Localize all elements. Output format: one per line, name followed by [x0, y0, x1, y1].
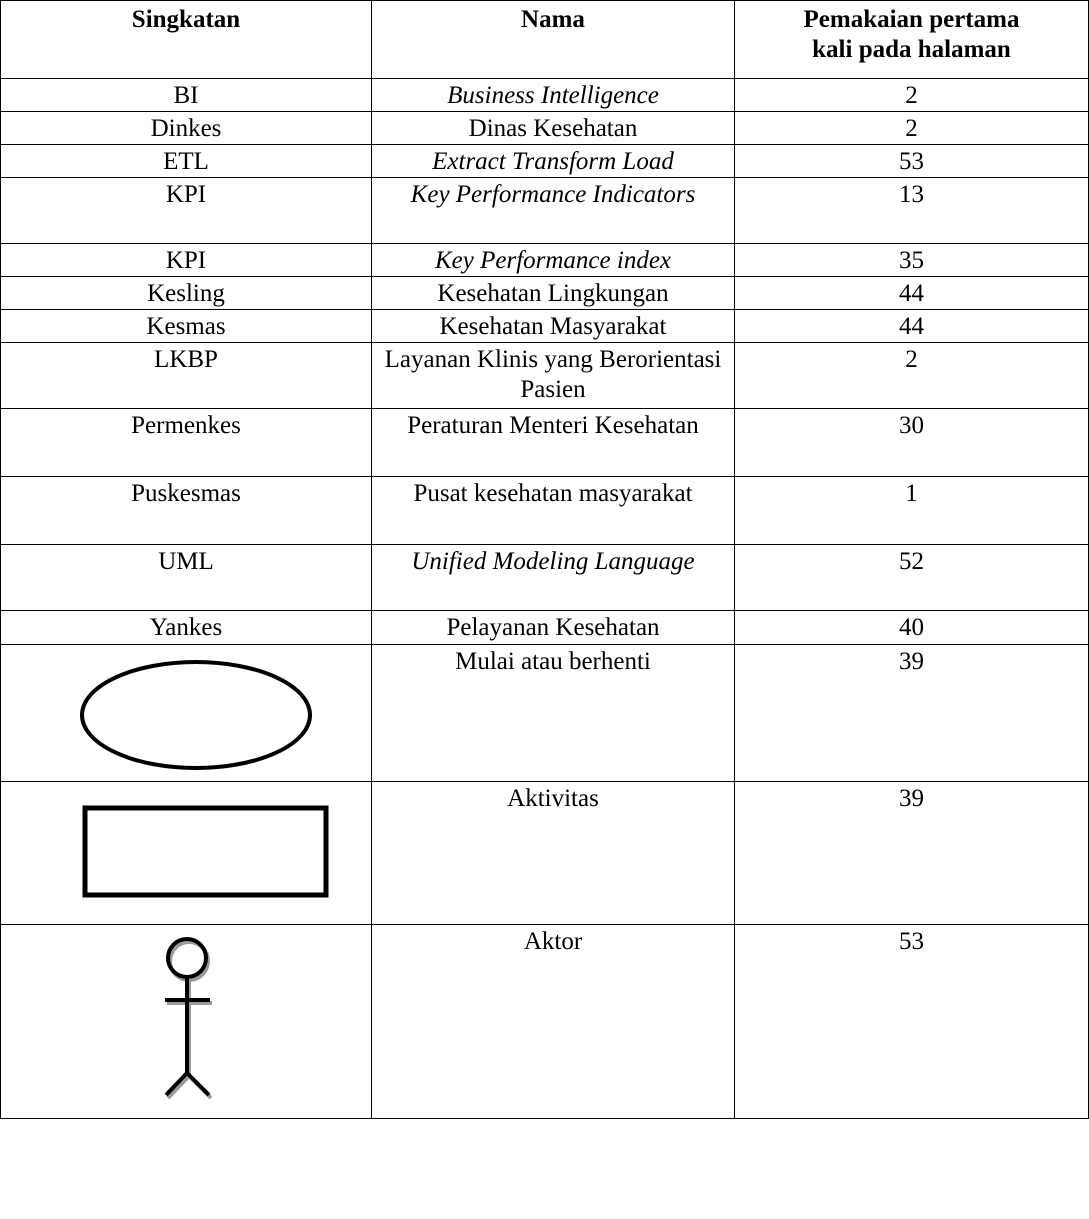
page-cell: 35	[735, 244, 1089, 277]
table-row	[1, 310, 1089, 343]
name-cell: Extract Transform Load	[372, 145, 735, 178]
name-cell: Key Performance Indicators	[372, 178, 735, 244]
abbr-cell: LKBP	[1, 343, 372, 409]
name-cell: Key Performance index	[372, 244, 735, 277]
page-cell: 53	[735, 925, 1089, 1119]
symbol-row	[1, 925, 1089, 1119]
symbol-row	[1, 645, 1089, 782]
header-page-line2: kali pada halaman	[812, 36, 1011, 63]
page-cell: 44	[735, 310, 1089, 343]
name-cell: Mulai atau berhenti	[372, 645, 735, 782]
name-cell: Aktivitas	[372, 782, 735, 925]
table-row	[1, 277, 1089, 310]
name-cell: Dinas Kesehatan	[372, 112, 735, 145]
page-cell: 52	[735, 545, 1089, 611]
header-page-line1: Pemakaian pertama	[803, 6, 1020, 33]
symbol-cell	[1, 782, 372, 925]
table-row	[1, 611, 1089, 645]
page-cell: 30	[735, 409, 1089, 477]
name-cell: Kesehatan Lingkungan	[372, 277, 735, 310]
page-cell: 53	[735, 145, 1089, 178]
ellipse-icon	[1, 645, 371, 781]
header-page	[735, 1, 1089, 79]
abbr-cell: Kesmas	[1, 310, 372, 343]
page-cell: 2	[735, 343, 1089, 409]
page-cell: 13	[735, 178, 1089, 244]
name-cell: Kesehatan Masyarakat	[372, 310, 735, 343]
table-row	[1, 409, 1089, 477]
name-cell: Pusat kesehatan masyarakat	[372, 477, 735, 545]
page-cell: 44	[735, 277, 1089, 310]
name-cell: Business Intelligence	[372, 79, 735, 112]
page-cell: 1	[735, 477, 1089, 545]
table-row	[1, 477, 1089, 545]
abbr-cell: ETL	[1, 145, 372, 178]
table-row	[1, 79, 1089, 112]
symbol-cell	[1, 925, 372, 1119]
page-cell: 2	[735, 112, 1089, 145]
abbr-cell: Kesling	[1, 277, 372, 310]
table-row	[1, 244, 1089, 277]
name-cell: Unified Modeling Language	[372, 545, 735, 611]
table-header-row	[1, 1, 1089, 79]
abbr-cell: Permenkes	[1, 409, 372, 477]
name-cell: Pelayanan Kesehatan	[372, 611, 735, 645]
table-row	[1, 343, 1089, 409]
page-cell: 2	[735, 79, 1089, 112]
abbr-cell: BI	[1, 79, 372, 112]
abbr-cell: Puskesmas	[1, 477, 372, 545]
actor-icon	[1, 925, 371, 1118]
table-row	[1, 112, 1089, 145]
header-name: Nama	[372, 1, 735, 79]
name-cell: Peraturan Menteri Kesehatan	[372, 409, 735, 477]
table-row	[1, 145, 1089, 178]
page-cell: 40	[735, 611, 1089, 645]
symbol-row	[1, 782, 1089, 925]
name-cell: Layanan Klinis yang Berorientasi Pasien	[372, 343, 735, 409]
header-abbr: Singkatan	[1, 1, 372, 79]
abbr-cell: KPI	[1, 244, 372, 277]
page-cell: 39	[735, 645, 1089, 782]
name-cell: Aktor	[372, 925, 735, 1119]
abbr-cell: UML	[1, 545, 372, 611]
abbr-cell: Dinkes	[1, 112, 372, 145]
table-row	[1, 545, 1089, 611]
page-cell: 39	[735, 782, 1089, 925]
abbr-cell: KPI	[1, 178, 372, 244]
symbol-cell	[1, 645, 372, 782]
table-row	[1, 178, 1089, 244]
abbr-cell: Yankes	[1, 611, 372, 645]
rectangle-icon	[1, 782, 371, 924]
